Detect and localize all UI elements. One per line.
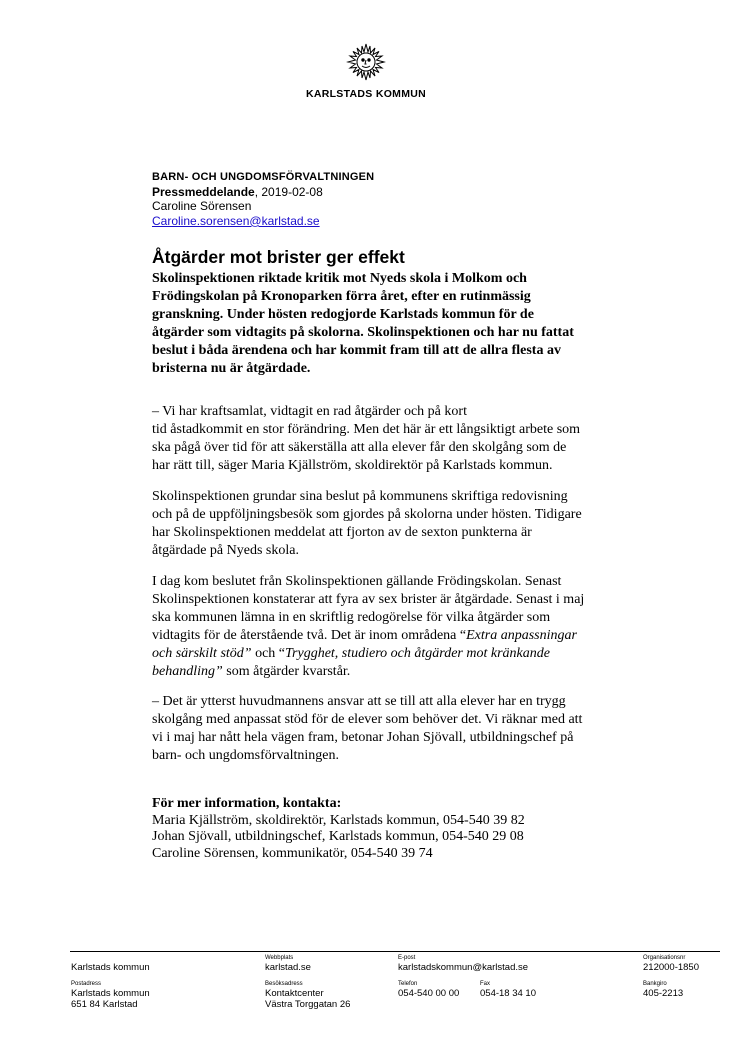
paragraph-line: I dag kom beslutet från Skolinspektionen gällande Frödingskolan. Senast: [152, 574, 562, 589]
paragraph-line: Skolinspektionen konstaterar att fyra av sex brister är åtgärdade. Senast i maj: [152, 592, 585, 607]
paragraph-line: har rätt till, säger Maria Kjällström, skoldirektör på Karlstads kommun.: [152, 458, 553, 473]
lead-line: bristerna nu är åtgärdade.: [152, 361, 311, 376]
paragraph-text: som åtgärder kvarstår.: [222, 664, 351, 679]
sun-face-icon: [344, 40, 388, 84]
italic-quote: Extra anpassningar: [466, 628, 577, 643]
contact-line: Caroline Sörensen, kommunikatör, 054-540 39 74: [152, 845, 433, 861]
footer-value: Kontaktcenter: [265, 988, 324, 999]
paragraph-line: vi i maj har nått hela vägen fram, betonar Johan Sjövall, utbildningschef på: [152, 730, 574, 745]
paragraph-text: vidtagits för de återstående två. Det är inom områdena “: [152, 628, 467, 643]
paragraph-line: [152, 627, 602, 645]
department-name: BARN- OCH UNGDOMSFÖRVALTNINGEN: [152, 171, 375, 183]
footer-value: 405-2213: [643, 988, 684, 999]
paragraph-line: tid åstadkommit en stor förändring. Men det här är ett långsiktigt arbete som: [152, 422, 581, 437]
footer-orgnr: [643, 955, 699, 973]
paragraph-line: – Vi har kraftsamlat, vidtagit en rad åtgärder och på kort: [152, 404, 467, 419]
footer-label: Fax: [480, 981, 491, 987]
paragraph-text: och “: [251, 646, 286, 661]
footer-label: E-post: [398, 955, 416, 961]
footer-bankgiro: [643, 981, 683, 999]
lead-line: Skolinspektionen riktade kritik mot Nyeds skola i Molkom och: [152, 271, 527, 286]
contact-name: Caroline Sörensen: [152, 199, 252, 214]
article-lead: [152, 270, 592, 378]
lead-line: beslut i båda ärendena och har kommit fram till att de allra flesta av: [152, 343, 561, 358]
paragraph-line: skolgång med anpassat stöd för de elever som behöver det. Vi räknar med att: [152, 712, 583, 727]
footer-value: 054-540 00 00: [398, 988, 460, 999]
footer-label: Bankgiro: [643, 981, 667, 987]
paragraph-line: [152, 663, 602, 681]
lead-line: Frödingskolan på Kronoparken förra året, efter en rutinmässig: [152, 289, 531, 304]
footer-label: Webbplats: [265, 955, 294, 961]
article-paragraph: [152, 403, 602, 475]
paragraph-line: ska pågå över tid för att säkerställa att alla elever får den skolgång som de: [152, 440, 567, 455]
footer-name: [71, 962, 150, 973]
contact-email-link[interactable]: Caroline.sorensen@karlstad.se: [152, 213, 320, 228]
footer-value: 054-18 34 10: [480, 988, 536, 999]
footer-telefon: [398, 981, 459, 999]
footer-label: Besöksadress: [265, 981, 303, 987]
paragraph-line: åtgärdade på Nyeds skola.: [152, 543, 299, 558]
footer-epost: [398, 955, 528, 973]
contact-line: Johan Sjövall, utbildningschef, Karlstads kommun, 054-540 29 08: [152, 829, 524, 844]
footer-value: 651 84 Karlstad: [71, 999, 138, 1010]
footer-orgnr-value: 212000-1850: [643, 962, 699, 973]
logo: [286, 40, 446, 100]
paragraph-line: barn- och ungdomsförvaltningen.: [152, 748, 340, 763]
footer-label: Postadress: [71, 981, 102, 987]
footer-webb: [265, 955, 311, 973]
doc-type-line: [152, 185, 374, 200]
paragraph-line: [152, 645, 602, 663]
contact-block: [152, 796, 525, 862]
footer-name-value: Karlstads kommun: [71, 962, 150, 973]
org-name: KARLSTADS KOMMUN: [305, 88, 427, 100]
contact-line: Maria Kjällström, skoldirektör, Karlstads kommun, 054-540 39 82: [152, 812, 525, 828]
press-header: [152, 170, 374, 228]
italic-quote: och särskilt stöd”: [152, 646, 252, 661]
footer-divider: [70, 951, 720, 952]
doc-type: Pressmeddelande: [152, 184, 255, 199]
doc-date: , 2019-02-08: [254, 184, 323, 199]
article-paragraph: [152, 488, 602, 560]
article-headline: Åtgärder mot brister ger effekt: [152, 247, 405, 267]
footer-value: Karlstads kommun: [71, 988, 150, 999]
footer-besoksadress: [265, 981, 350, 1010]
footer-label: Organisationsnr: [643, 955, 686, 961]
footer-value: Västra Torggatan 26: [265, 999, 351, 1010]
paragraph-line: har Skolinspektionen meddelat att fjorton av de sexton punkterna är: [152, 525, 532, 540]
footer-label: Telefon: [398, 981, 418, 987]
paragraph-line: Skolinspektionen grundar sina beslut på kommunens skriftiga redovisning: [152, 489, 568, 504]
paragraph-line: – Det är ytterst huvudmannens ansvar att se till att alla elever har en trygg: [152, 694, 566, 709]
article-paragraph: [152, 693, 602, 765]
footer-postadress: [71, 981, 150, 1010]
italic-quote: behandling”: [152, 664, 223, 679]
contact-title: För mer information, kontakta:: [152, 796, 342, 811]
footer-fax: [480, 981, 536, 999]
paragraph-line: ska kommunen lämna in en skriftlig redogörelse för vilka åtgärder som: [152, 610, 551, 625]
paragraph-line: och på de uppföljningsbesök som gjordes på skolorna under hösten. Tidigare: [152, 507, 582, 522]
footer-webb-link[interactable]: karlstad.se: [265, 962, 311, 973]
italic-quote: Trygghet, studiero och åtgärder mot kränkande: [285, 646, 550, 661]
lead-line: åtgärder som vidtagits på skolorna. Skolinspektionen och har nu fattat: [152, 325, 574, 340]
footer-email-link[interactable]: karlstadskommun@karlstad.se: [398, 962, 529, 973]
article-paragraph: [152, 573, 602, 681]
lead-line: granskning. Under hösten redogjorde Karlstads kommun för de: [152, 307, 534, 322]
